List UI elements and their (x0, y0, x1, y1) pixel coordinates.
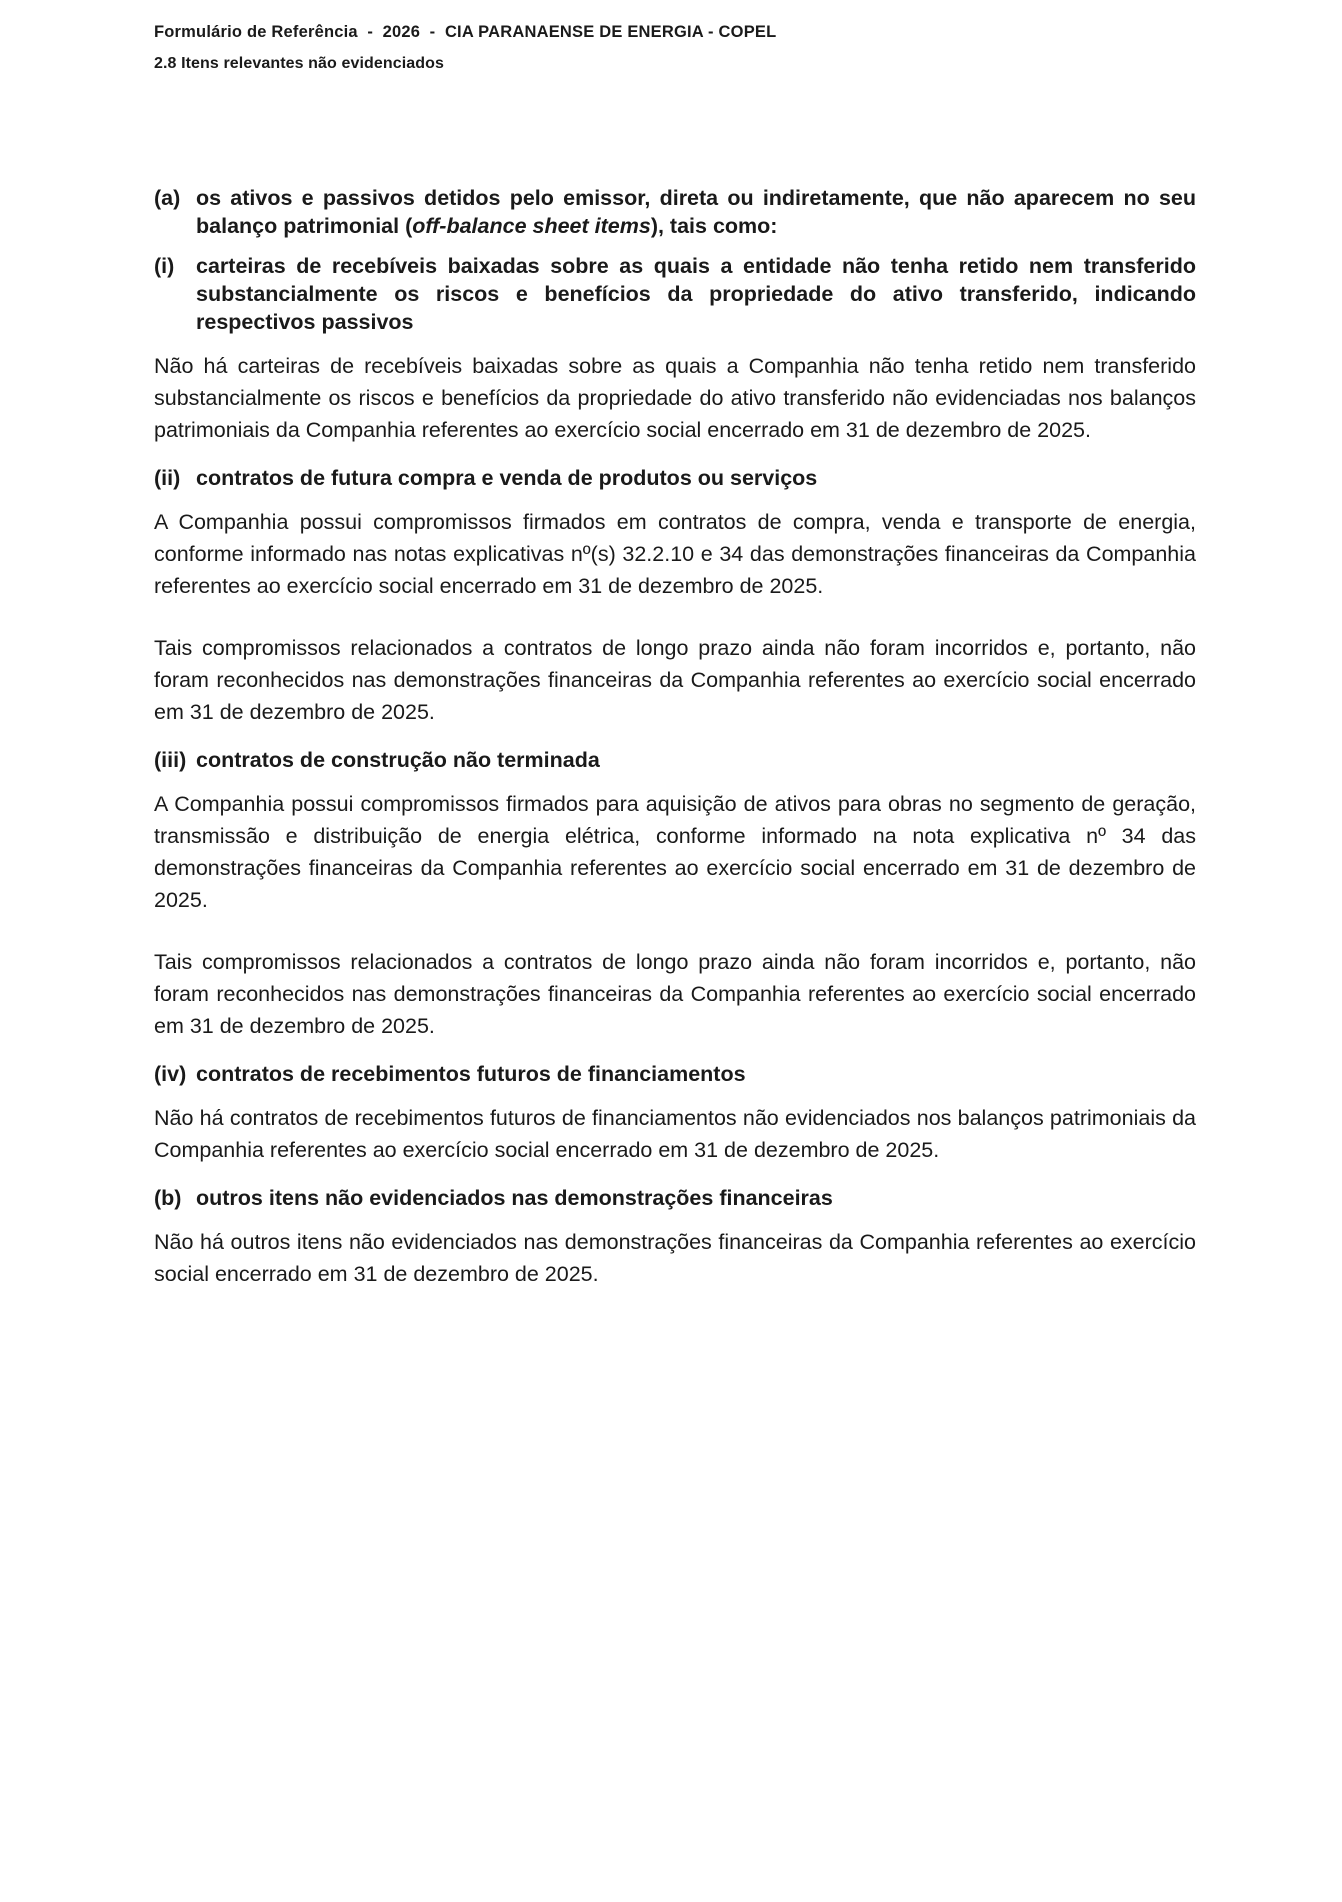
page-header (154, 20, 1194, 76)
item-iii-paragraph-2: Tais compromissos relacionados a contratos de longo prazo ainda não foram incorridos e, portanto, não foram reconhecidos nas demonstrações financeiras da Companhia referentes ao exercício social encerrado em 31 de dezembro de 2025. (154, 950, 1196, 1038)
item-i-title: carteiras de recebíveis baixadas sobre as quais a entidade não tenha retido nem transferido substancialmente os riscos e benefícios da propriedade do ativo transferido, indicando respectivos passivos (196, 254, 1196, 334)
section-a-text-part1: os ativos e passivos detidos pelo emissor, direta ou indiretamente, que não aparecem no seu balanço patrimonial ( (196, 186, 1196, 238)
section-b-marker: (b) (154, 1186, 182, 1210)
item-ii-title: contratos de futura compra e venda de produtos ou serviços (196, 466, 818, 490)
section-a-text-part2: ), tais como: (650, 214, 778, 238)
section-a-heading (154, 184, 1196, 240)
item-iv-marker: (iv) (154, 1062, 187, 1086)
item-ii-marker: (ii) (154, 466, 181, 490)
item-iv-title: contratos de recebimentos futuros de financiamentos (196, 1062, 746, 1086)
section-a-marker: (a) (154, 186, 181, 210)
section-b-heading (154, 1184, 1196, 1212)
item-iii-paragraph-1: A Companhia possui compromissos firmados para aquisição de ativos para obras no segmento de geração, transmissão e distribuição de energia elétrica, conforme informado na nota explicativa nº 34 das demonstrações financeiras da Companhia referentes ao exercício social encerrado em 31 de dezembro de 2025. (154, 792, 1196, 912)
item-i-heading (154, 252, 1196, 336)
document-body (154, 184, 1196, 1290)
item-iv-paragraph: Não há contratos de recebimentos futuros de financiamentos não evidenciados nos balanços patrimoniais da Companhia referentes ao exercício social encerrado em 31 de dezembro de 2025. (154, 1106, 1196, 1162)
section-b-paragraph: Não há outros itens não evidenciados nas demonstrações financeiras da Companhia referentes ao exercício social encerrado em 31 de dezembro de 2025. (154, 1230, 1196, 1286)
section-a-text-italic: off-balance sheet items (412, 214, 651, 238)
item-i-marker: (i) (154, 254, 175, 278)
item-iv-heading (154, 1060, 1196, 1088)
item-ii-heading (154, 464, 1196, 492)
section-title: 2.8 Itens relevantes não evidenciados (154, 55, 445, 72)
item-i-paragraph: Não há carteiras de recebíveis baixadas sobre as quais a Companhia não tenha retido nem transferido substancialmente os riscos e benefícios da propriedade do ativo transferido não evidenciadas nos balanços patrimoniais da Companhia referentes ao exercício social encerrado em 31 de dezembro de 2025. (154, 354, 1196, 442)
item-iii-marker: (iii) (154, 748, 187, 772)
item-ii-paragraph-2: Tais compromissos relacionados a contratos de longo prazo ainda não foram incorridos e, portanto, não foram reconhecidos nas demonstrações financeiras da Companhia referentes ao exercício social encerrado em 31 de dezembro de 2025. (154, 636, 1196, 724)
item-ii-paragraph-1: A Companhia possui compromissos firmados em contratos de compra, venda e transporte de energia, conforme informado nas notas explicativas nº(s) 32.2.10 e 34 das demonstrações financeiras da Companhia referentes ao exercício social encerrado em 31 de dezembro de 2025. (154, 510, 1196, 598)
section-b-title: outros itens não evidenciados nas demonstrações financeiras (196, 1186, 833, 1210)
section-a-text (196, 184, 1196, 240)
item-iii-title: contratos de construção não terminada (196, 748, 600, 772)
form-title: Formulário de Referência - 2026 - CIA PARANAENSE DE ENERGIA - COPEL (154, 23, 777, 41)
item-iii-heading (154, 746, 1196, 774)
